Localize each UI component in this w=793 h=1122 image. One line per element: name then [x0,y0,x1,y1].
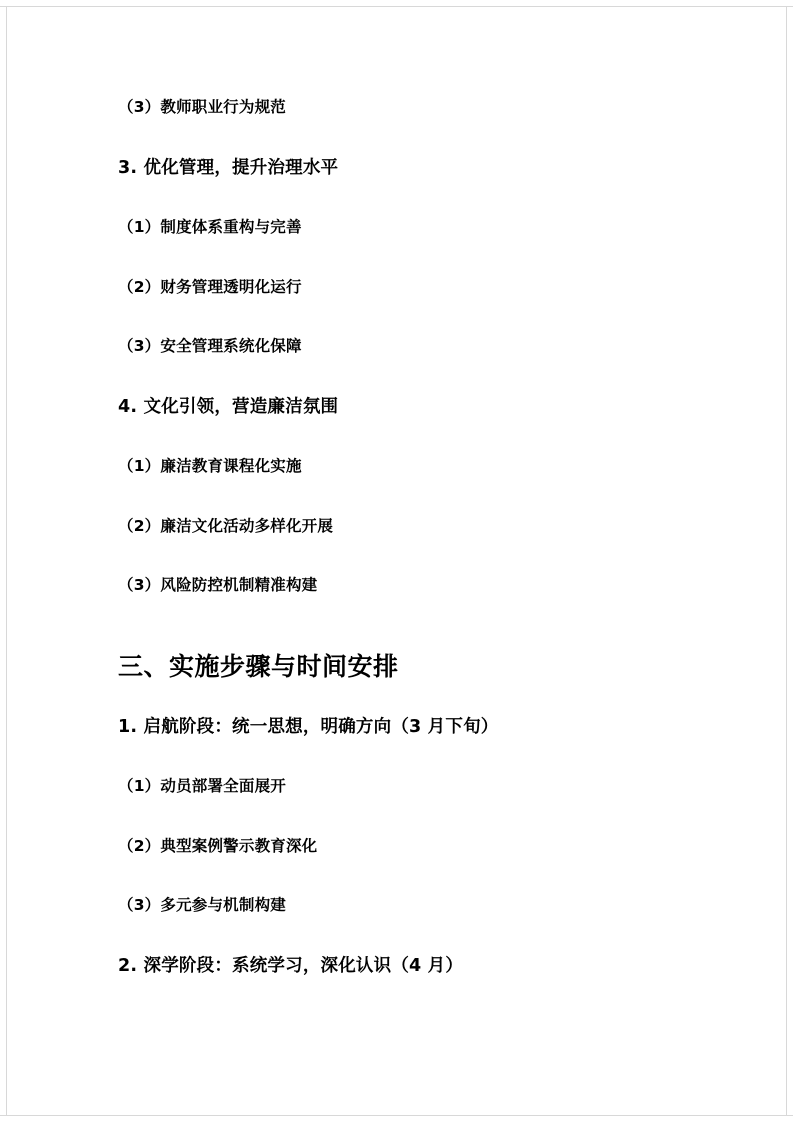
list-item: （1）制度体系重构与完善 [118,218,302,236]
list-item: （3）多元参与机制构建 [118,896,286,914]
list-item: （2）财务管理透明化运行 [118,277,302,296]
page-border-left [6,6,7,1116]
list-item: （1）动员部署全面展开 [118,777,286,795]
document-body [118,100,678,1018]
heading-item: 1. 启航阶段：统一思想，明确方向（3 月下旬） [118,716,499,737]
page-border-top [0,6,793,7]
list-item: （2）廉洁文化活动多样化开展 [118,516,334,535]
heading-item: 3. 优化管理，提升治理水平 [118,157,339,178]
list-item: （1）廉洁教育课程化实施 [118,457,302,475]
page-border-right [786,6,787,1116]
list-item: （3）安全管理系统化保障 [118,337,302,355]
heading-item: 2. 深学阶段：系统学习，深化认识（4 月） [118,955,464,976]
page-border-bottom [0,1115,793,1116]
list-item: （2）典型案例警示教育深化 [118,836,318,855]
heading-item: 4. 文化引领，营造廉洁氛围 [118,396,339,417]
section-heading: 三、实施步骤与时间安排 [118,651,399,681]
list-item: （3）教师职业行为规范 [118,98,286,116]
list-item: （3）风险防控机制精准构建 [118,576,318,594]
